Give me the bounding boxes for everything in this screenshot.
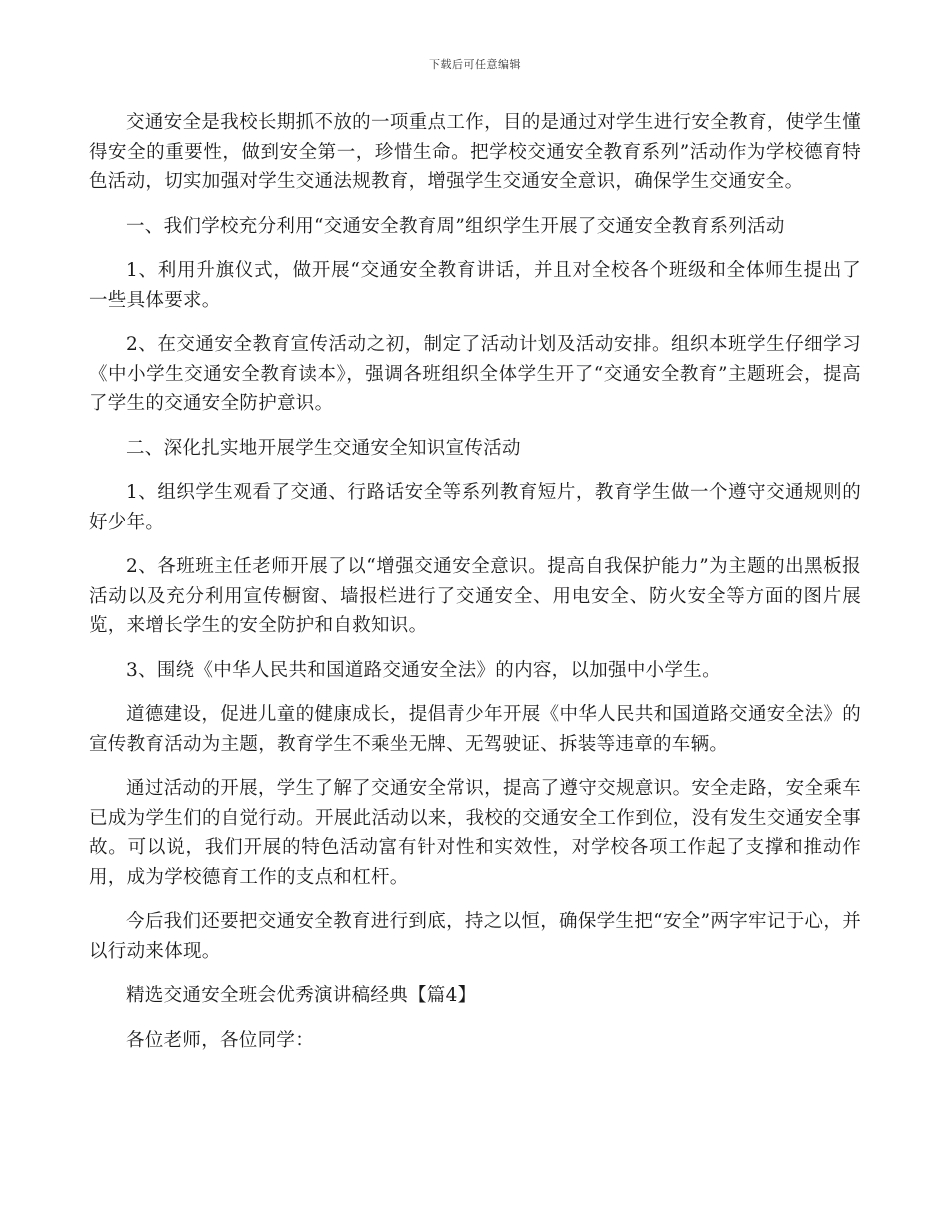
paragraph-1-2: 2、在交通安全教育宣传活动之初，制定了活动计划及活动安排。组织本班学生仔细学习《中小学生交通安全教育读本》，强调各班组织全体学生开了“交通安全教育”主题班会，提高了学生的交通安全防护意识。	[89, 334, 861, 414]
paragraph-moral-education: 道德建设，促进儿童的健康成长，提倡青少年开展《中华人民共和国道路交通安全法》的宣传教育活动为主题，教育学生不乘坐无牌、无驾驶证、拆装等违章的车辆。	[89, 704, 861, 755]
paragraph-intro: 交通安全是我校长期抓不放的一项重点工作，目的是通过对学生进行安全教育，使学生懂得安全的重要性，做到安全第一，珍惜生命。把学校交通安全教育系列”活动作为学校德育特色活动，切实加强对学生交通法规教育，增强学生交通安全意识，确保学生交通安全。	[89, 112, 861, 192]
paragraph-2-2: 2、各班班主任老师开展了以“增强交通安全意识。提高自我保护能力”为主题的出黑板报活动以及充分利用宣传橱窗、墙报栏进行了交通安全、用电安全、防火安全等方面的图片展览，来增长学生的安全防护和自救知识。	[89, 556, 861, 636]
page-header: 下载后可任意编辑	[429, 58, 521, 71]
paragraph-2-3: 3、围绕《中华人民共和国道路交通安全法》的内容，以加强中小学生。	[126, 659, 721, 681]
paragraph-2-1: 1、组织学生观看了交通、行路话安全等系列教育短片，教育学生做一个遵守交通规则的好少年。	[89, 482, 861, 533]
paragraph-1-1: 1、利用升旗仪式，做开展“交通安全教育讲话，并且对全校各个班级和全体师生提出了一些具体要求。	[89, 260, 861, 311]
paragraph-results: 通过活动的开展，学生了解了交通安全常识，提高了遵守交规意识。安全走路，安全乘车已成为学生们的自觉行动。开展此活动以来，我校的交通安全工作到位，没有发生交通安全事故。可以说，我们开展的特色活动富有针对性和实效性，对学校各项工作起了支撑和推动作用，成为学校德育工作的支点和杠杆。	[89, 778, 861, 888]
document-body	[89, 108, 861, 1070]
article-title-part4: 精选交通安全班会优秀演讲稿经典【篇4】	[126, 985, 477, 1006]
section-heading-1: 一、我们学校充分利用“交通安全教育周”组织学生开展了交通安全教育系列活动	[126, 215, 785, 237]
salutation: 各位老师，各位同学：	[126, 1029, 315, 1051]
paragraph-future: 今后我们还要把交通安全教育进行到底，持之以恒，确保学生把“安全”两字牢记于心，并以行动来体现。	[89, 911, 861, 962]
section-heading-2: 二、深化扎实地开展学生交通安全知识宣传活动	[126, 437, 521, 459]
